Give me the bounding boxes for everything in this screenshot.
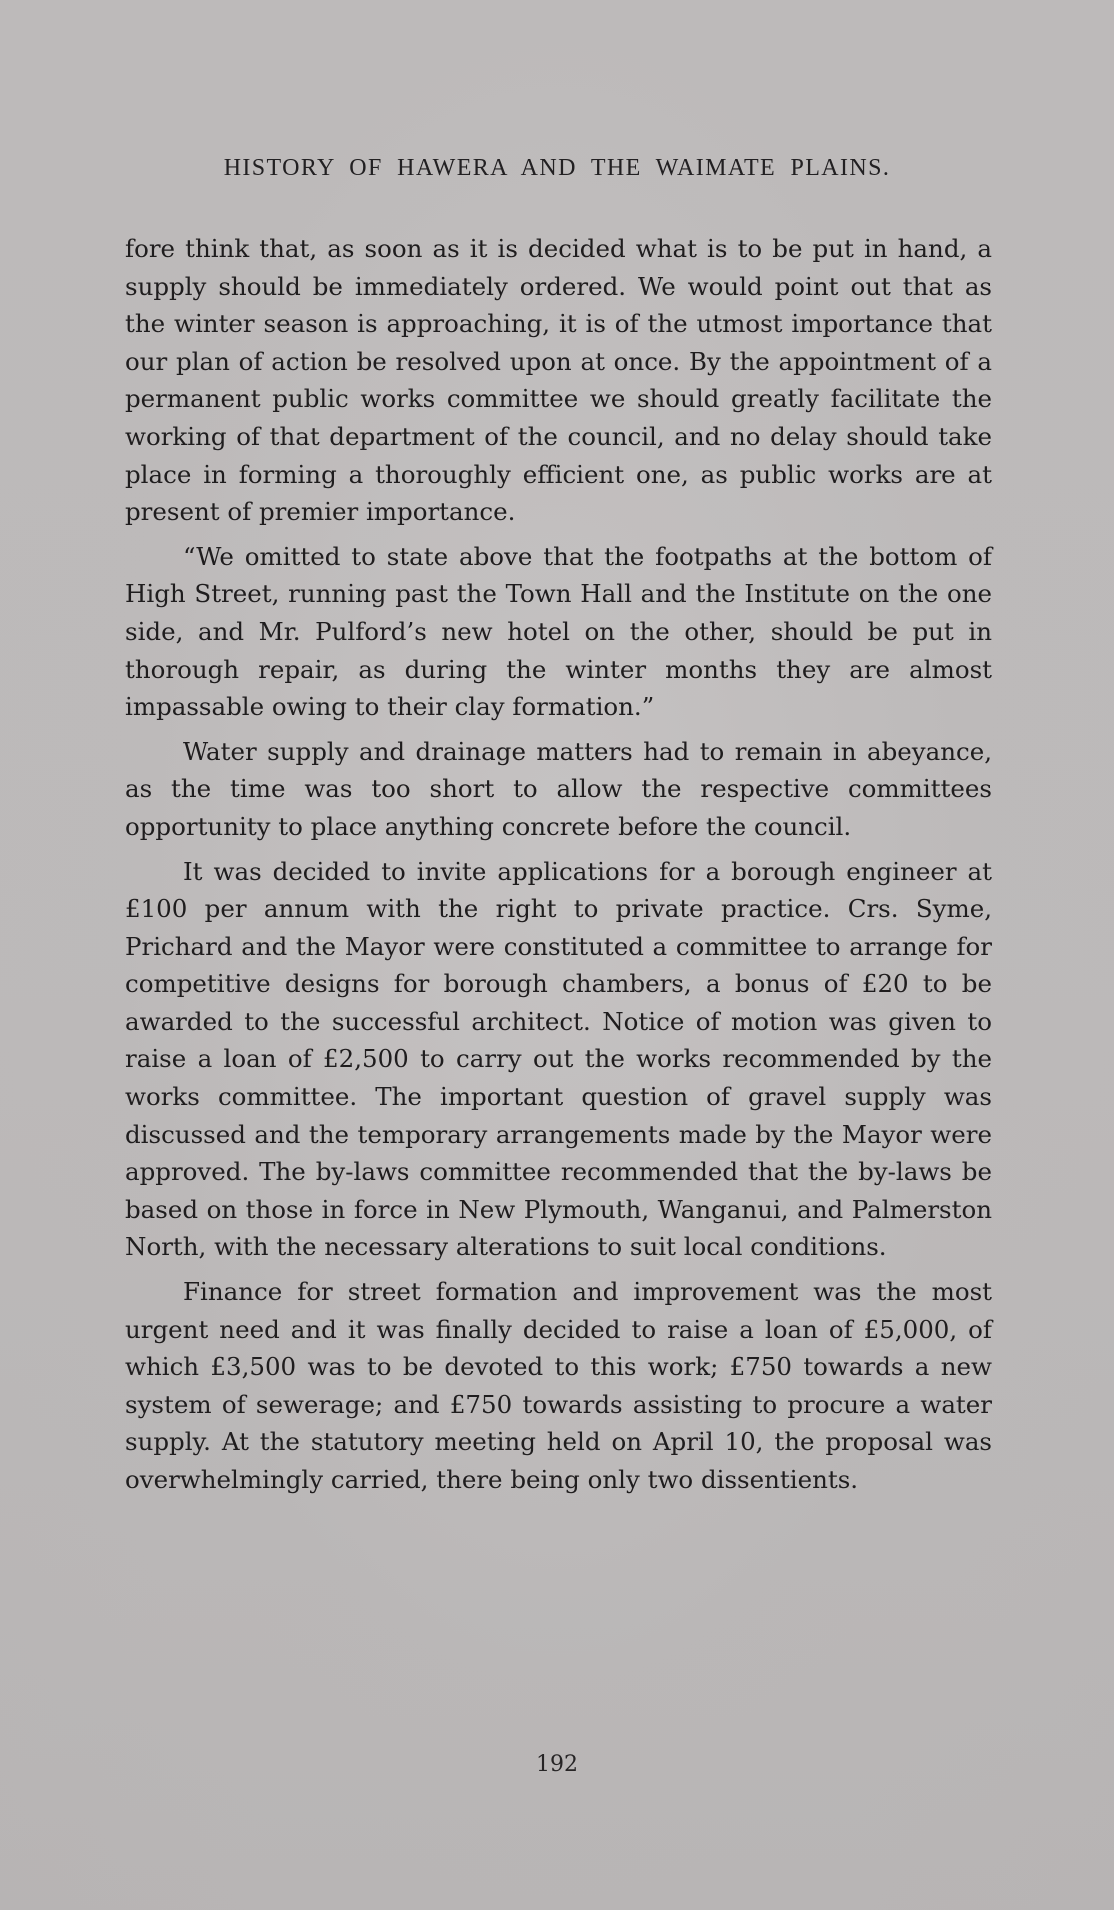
page-number: 192	[536, 1752, 578, 1777]
paragraph-quote: “We omitted to state above that the footpaths at the bottom of High Street, running past the Town Hall and the Institute on the one side, and Mr. Pulford’s new hotel on the other, should be put in thorough repair, as during the winter months they are almost impassable owing to their clay formation.”	[125, 541, 992, 722]
paragraph-borough-engineer: It was decided to invite applications for a borough engineer at £100 per annum with the right to private practice. Crs. Syme, Prichard and the Mayor were constituted a committee to arrange for competitive designs for borough chambers, a bonus of £20 to be awarded to the successful architect. Notice of motion was given to raise a loan of £2,500 to carry out the works recommended by the works committee. The important question of gravel supply was discussed and the temporary arrangements made by the Mayor were approved. The by-laws committee recommended that the by-laws be based on those in force in New Plymouth, Wanganui, and Palmerston North, with the necessary alterations to suit local conditions.	[125, 856, 992, 1262]
paragraph-water-supply: Water supply and drainage matters had to remain in abeyance, as the time was too short to allow the respective committees opportunity to place anything concrete before the council.	[125, 736, 992, 841]
paragraph-continued: fore think that, as soon as it is decided what is to be put in hand, a supply should be immediately ordered. We would point out that as the winter season is approaching, it is of the utmost importance that our plan of action be resolved upon at once. By the appointment of a permanent public works committee we should greatly facilitate the working of that department of the council, and no delay should take place in forming a thoroughly efficient one, as public works are at present of premier importance.	[125, 234, 992, 527]
paragraph-finance: Finance for street formation and improvement was the most urgent need and it was finally decided to raise a loan of £5,000, of which £3,500 was to be devoted to this work; £750 towards a new system of sewerage; and £750 towards assisting to procure a water supply. At the statutory meeting held on April 10, the proposal was overwhelmingly carried, there being only two dissentients.	[125, 1277, 992, 1494]
running-head: HISTORY OF HAWERA AND THE WAIMATE PLAINS.	[223, 155, 891, 181]
body-text	[125, 230, 992, 1506]
